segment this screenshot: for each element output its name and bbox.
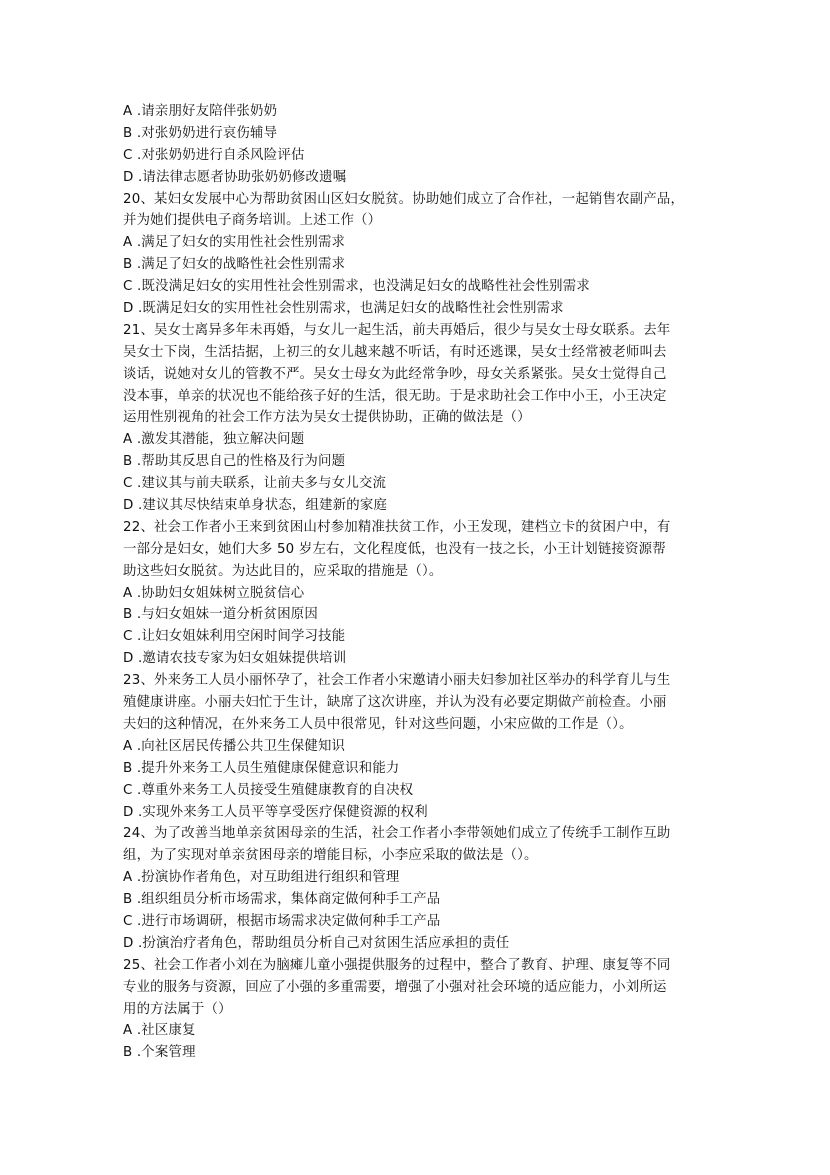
question-text-line: 20、某妇女发展中心为帮助贫困山区妇女脱贫。协助她们成立了合作社，一起销售农副产品， <box>123 191 685 207</box>
answer-option-line: B .个案管理 <box>123 1045 196 1061</box>
question-text-line: 用的方法属于（） <box>123 1001 232 1017</box>
answer-option-line: C .建议其与前夫联系，让前夫多与女儿交流 <box>123 476 387 492</box>
answer-option-line: B .满足了妇女的战略性社会性别需求 <box>123 257 346 273</box>
answer-option-line: C .让妇女姐妹利用空闲时间学习技能 <box>123 629 346 645</box>
answer-option-line: B .对张奶奶进行哀伤辅导 <box>123 125 278 141</box>
answer-option-line: C .既没满足妇女的实用性社会性别需求，也没满足妇女的战略性社会性别需求 <box>123 279 590 295</box>
answer-option-line: D .建议其尽快结束单身状态，组建新的家庭 <box>123 498 388 514</box>
answer-option-line: B .帮助其反思自己的性格及行为问题 <box>123 454 346 470</box>
answer-option-line: A .扮演协作者角色，对互助组进行组织和管理 <box>123 870 400 886</box>
question-text-line: 夫妇的这种情况，在外来务工人员中很常见，针对这些问题，小宋应做的工作是（）。 <box>123 716 633 732</box>
question-text-line: 一部分是妇女，她们大多 50 岁左右，文化程度低，也没有一技之长，小王计划链接资源帮 <box>123 541 666 557</box>
question-text-line: 谈话，说她对女儿的管教不严。吴女士母女为此经常争吵，母女关系紧张。吴女士觉得自己 <box>123 366 667 382</box>
answer-option-line: A .社区康复 <box>123 1023 196 1039</box>
answer-option-line: B .与妇女姐妹一道分析贫困原因 <box>123 607 318 623</box>
answer-option-line: A .请亲朋好友陪伴张奶奶 <box>123 104 278 119</box>
question-text-line: 组，为了实现对单亲贫困母亲的增能目标，小李应采取的做法是（）。 <box>123 848 538 864</box>
question-text-line: 专业的服务与资源，回应了小强的多重需要，增强了小强对社会环境的适应能力，小刘所运 <box>123 979 667 995</box>
answer-option-line: B .提升外来务工人员生殖健康保健意识和能力 <box>123 760 400 776</box>
answer-option-line: D .既满足妇女的实用性社会性别需求，也满足妇女的战略性社会性别需求 <box>123 301 564 317</box>
answer-option-line: D .扮演治疗者角色，帮助组员分析自己对贫困生活应承担的责任 <box>123 935 510 951</box>
question-text-line: 24、为了改善当地单亲贫困母亲的生活，社会工作者小李带领她们成立了传统手工制作互助 <box>123 826 671 842</box>
answer-option-line: B .组织组员分析市场需求，集体商定做何种手工产品 <box>123 892 441 908</box>
answer-option-line: A .满足了妇女的实用性社会性别需求 <box>123 235 346 251</box>
answer-option-line: D .请法律志愿者协助张奶奶修改遗嘱 <box>123 169 347 185</box>
answer-option-line: A .向社区居民传播公共卫生保健知识 <box>123 738 346 754</box>
question-text-line: 21、吴女士离异多年未再婚，与女儿一起生活，前夫再婚后，很少与吴女士母女联系。去年 <box>123 322 671 338</box>
answer-option-line: C .进行市场调研，根据市场需求决定做何种手工产品 <box>123 913 441 929</box>
answer-option-line: D .实现外来务工人员平等享受医疗保健资源的权利 <box>123 804 428 820</box>
question-text-line: 吴女士下岗，生活拮据，上初三的女儿越来越不听话，有时还逃课，吴女士经常被老师叫去 <box>123 344 667 360</box>
question-text-line: 没本事，单亲的状况也不能给孩子好的生活，很无助。于是求助社会工作中小王，小王决定 <box>123 388 667 404</box>
question-text-line: 22、社会工作者小王来到贫困山村参加精准扶贫工作，小王发现，建档立卡的贫困户中，有 <box>123 519 671 535</box>
answer-option-line: D .邀请农技专家为妇女姐妹提供培训 <box>123 651 347 667</box>
question-text-line: 23、外来务工人员小丽怀孕了，社会工作者小宋邀请小丽夫妇参加社区举办的科学育儿与生 <box>123 673 671 689</box>
answer-option-line: C .对张奶奶进行自杀风险评估 <box>123 147 305 163</box>
question-text-line: 25、社会工作者小刘在为脑瘫儿童小强提供服务的过程中，整合了教育、护理、康复等不同 <box>123 957 671 973</box>
answer-option-line: A .协助妇女姐妹树立脱贫信心 <box>123 585 305 601</box>
question-text-line: 助这些妇女脱贫。为达此目的，应采取的措施是（）。 <box>123 563 443 579</box>
question-text-line: 并为她们提供电子商务培训。上述工作（） <box>123 213 382 229</box>
answer-option-line: A .激发其潜能，独立解决问题 <box>123 432 305 448</box>
answer-option-line: C .尊重外来务工人员接受生殖健康教育的自决权 <box>123 782 414 798</box>
question-text-line: 运用性别视角的社会工作方法为吴女士提供协助，正确的做法是（） <box>123 410 531 426</box>
document-page <box>123 101 723 1064</box>
question-text-line: 殖健康讲座。小丽夫妇忙于生计，缺席了这次讲座，并认为没有必要定期做产前检查。小丽 <box>123 695 667 711</box>
